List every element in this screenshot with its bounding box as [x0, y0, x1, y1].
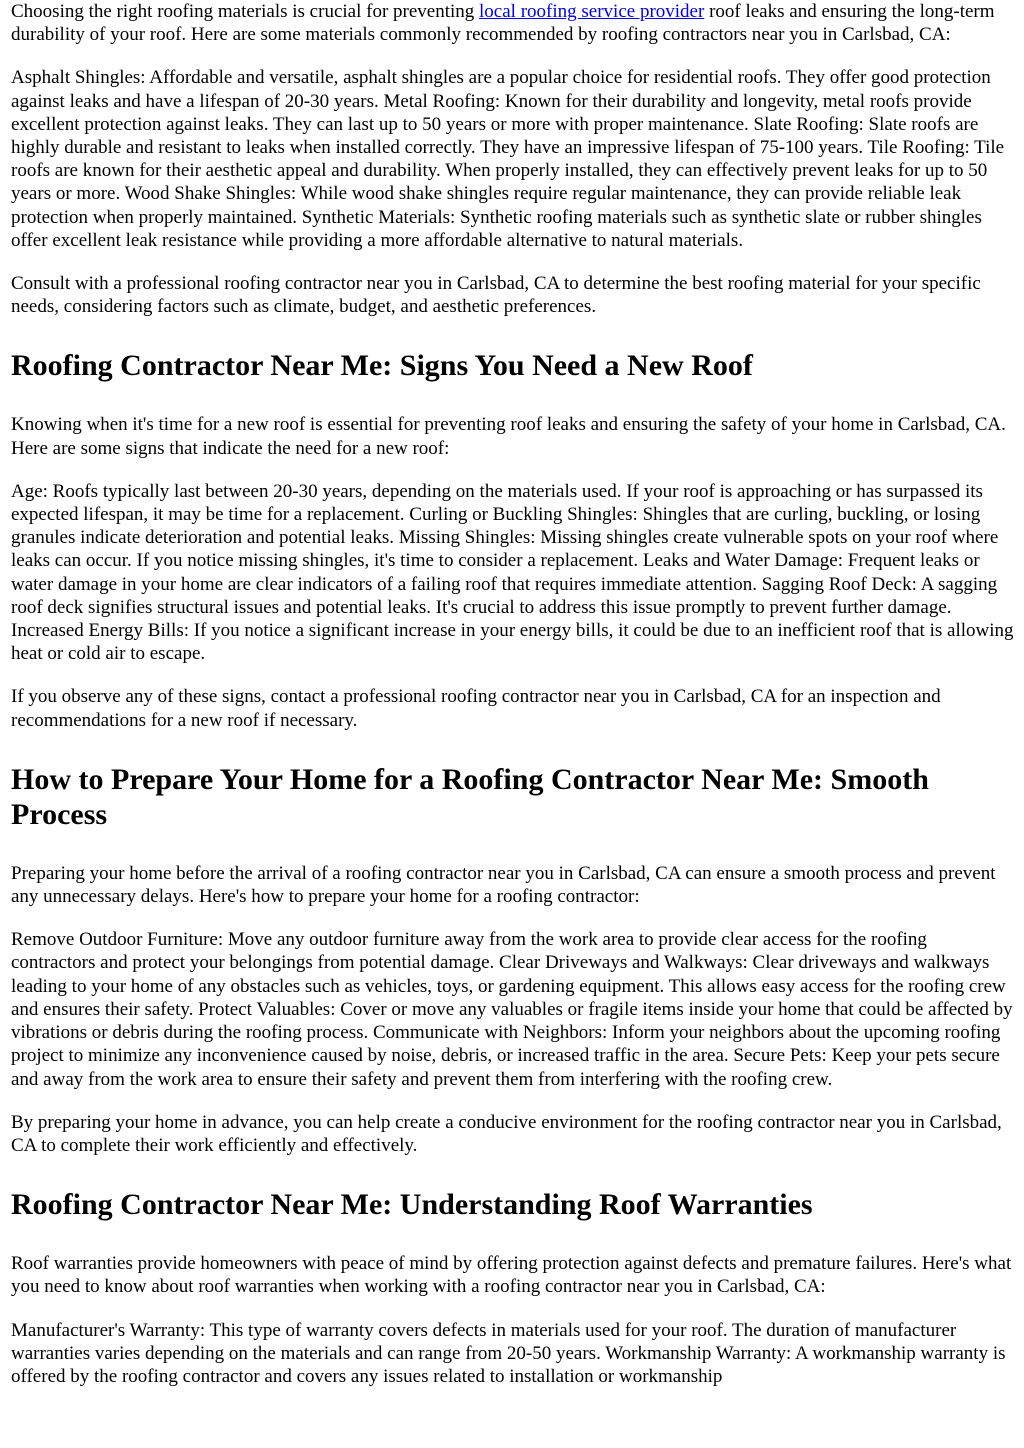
prepare-intro-paragraph: Preparing your home before the arrival of a roofing contractor near you in Carlsbad, CA can ensure a smooth process and prevent any unnecessary delays. Here's how to prepare your home for a roofing contractor: — [11, 862, 996, 908]
intro-lead-text: Choosing the right roofing materials is crucial for preventing — [11, 1, 480, 22]
warranties-list-paragraph: Manufacturer's Warranty: This type of warranty covers defects in materials used for your roof. The duration of manufacturer warranties varies depending on the materials and can range from 20-50 years. Workmanship Warranty: A workmanship warranty is offered by the roofing contractor and covers any issues related to installation or workmanship — [11, 1319, 1006, 1387]
section-heading-roof-warranties: Roofing Contractor Near Me: Understanding Roof Warranties — [11, 1188, 813, 1222]
signs-list-paragraph: Age: Roofs typically last between 20-30 years, depending on the materials used. If your roof is approaching or has surpassed its expected lifespan, it may be time for a replacement. Curling or Buckling Shingles: Shingles that are curling, buckling, or losing granules indicate deterioration and potential leaks. Missing Shingles: Missing shingles create vulnerable spots on your roof where leaks can occur. If you notice missing shingles, it's time to consider a replacement. Leaks and Water Damage: Frequent leaks or water damage in your home are clear indicators of a failing roof that requires immediate attention. Sagging Roof Deck: A sagging roof deck signifies structural issues and potential leaks. It's crucial to address this issue promptly to prevent further damage. Increased Energy Bills: If you notice a significant increase in your energy bills, it could be due to an inefficient roof that is allowing heat or cold air to escape. — [11, 480, 1014, 665]
prepare-list-paragraph: Remove Outdoor Furniture: Move any outdoor furniture away from the work area to provide clear access for the roofing contractors and protect your belongings from potential damage. Clear Driveways and Walkways: Clear driveways and walkways leading to your home of any obstacles such as vehicles, toys, or gardening equipment. This allows easy access for the roofing crew and ensures their safety. Protect Valuables: Cover or move any valuables or fragile items inside your home that could be affected by vibrations or debris during the roofing process. Communicate with Neighbors: Inform your neighbors about the upcoming roofing project to minimize any inconvenience caused by noise, debris, or increased traffic in the area. Secure Pets: Keep your pets secure and away from the work area to ensure their safety and prevent them from interfering with the roofing crew. — [11, 929, 1013, 1090]
prepare-closing-paragraph: By preparing your home in advance, you can help create a conducive environment for the roofing contractor near you in Carlsbad, CA to complete their work efficiently and effectively. — [11, 1111, 1002, 1156]
section-heading-signs-new-roof: Roofing Contractor Near Me: Signs You Need a New Roof — [11, 349, 753, 383]
intro-paragraph — [11, 0, 1014, 46]
materials-paragraph: Asphalt Shingles: Affordable and versatile, asphalt shingles are a popular choice for residential roofs. They offer good protection against leaks and have a lifespan of 20-30 years. Metal Roofing: Known for their durability and longevity, metal roofs provide excellent protection against leaks. They can last up to 50 years or more with proper maintenance. Slate Roofing: Slate roofs are highly durable and resistant to leaks when installed correctly. They have an impressive lifespan of 75-100 years. Tile Roofing: Tile roofs are known for their aesthetic appeal and durability. When properly installed, they can effectively prevent leaks for up to 50 years or more. Wood Shake Shingles: While wood shake shingles require regular maintenance, they can provide reliable leak protection when properly maintained. Synthetic Materials: Synthetic roofing materials such as synthetic slate or rubber shingles offer excellent leak resistance while providing a more affordable alternative to natural materials. — [11, 67, 1005, 251]
intro-trail-text: roof leaks and ensuring the long-term durability of your roof. Here are some materials commonly recommended by roofing contractors near you in Carlsbad, CA: — [11, 1, 995, 46]
warranties-intro-paragraph: Roof warranties provide homeowners with peace of mind by offering protection against defects and premature failures. Here's what you need to know about roof warranties when working with a roofing contractor near you in Carlsbad, CA: — [11, 1253, 1012, 1298]
local-roofing-service-provider-link[interactable]: local roofing service provider — [479, 1, 705, 22]
section-heading-prepare-home: How to Prepare Your Home for a Roofing Contractor Near Me: Smooth Process — [11, 762, 929, 831]
consult-paragraph: Consult with a professional roofing contractor near you in Carlsbad, CA to determine the best roofing material for your specific needs, considering factors such as climate, budget, and aesthetic preferences. — [11, 273, 981, 318]
signs-closing-paragraph: If you observe any of these signs, contact a professional roofing contractor near you in Carlsbad, CA for an inspection and recommendations for a new roof if necessary. — [11, 686, 941, 731]
signs-intro-paragraph: Knowing when it's time for a new roof is essential for preventing roof leaks and ensuring the safety of your home in Carlsbad, CA. Here are some signs that indicate the need for a new roof: — [11, 414, 1006, 459]
